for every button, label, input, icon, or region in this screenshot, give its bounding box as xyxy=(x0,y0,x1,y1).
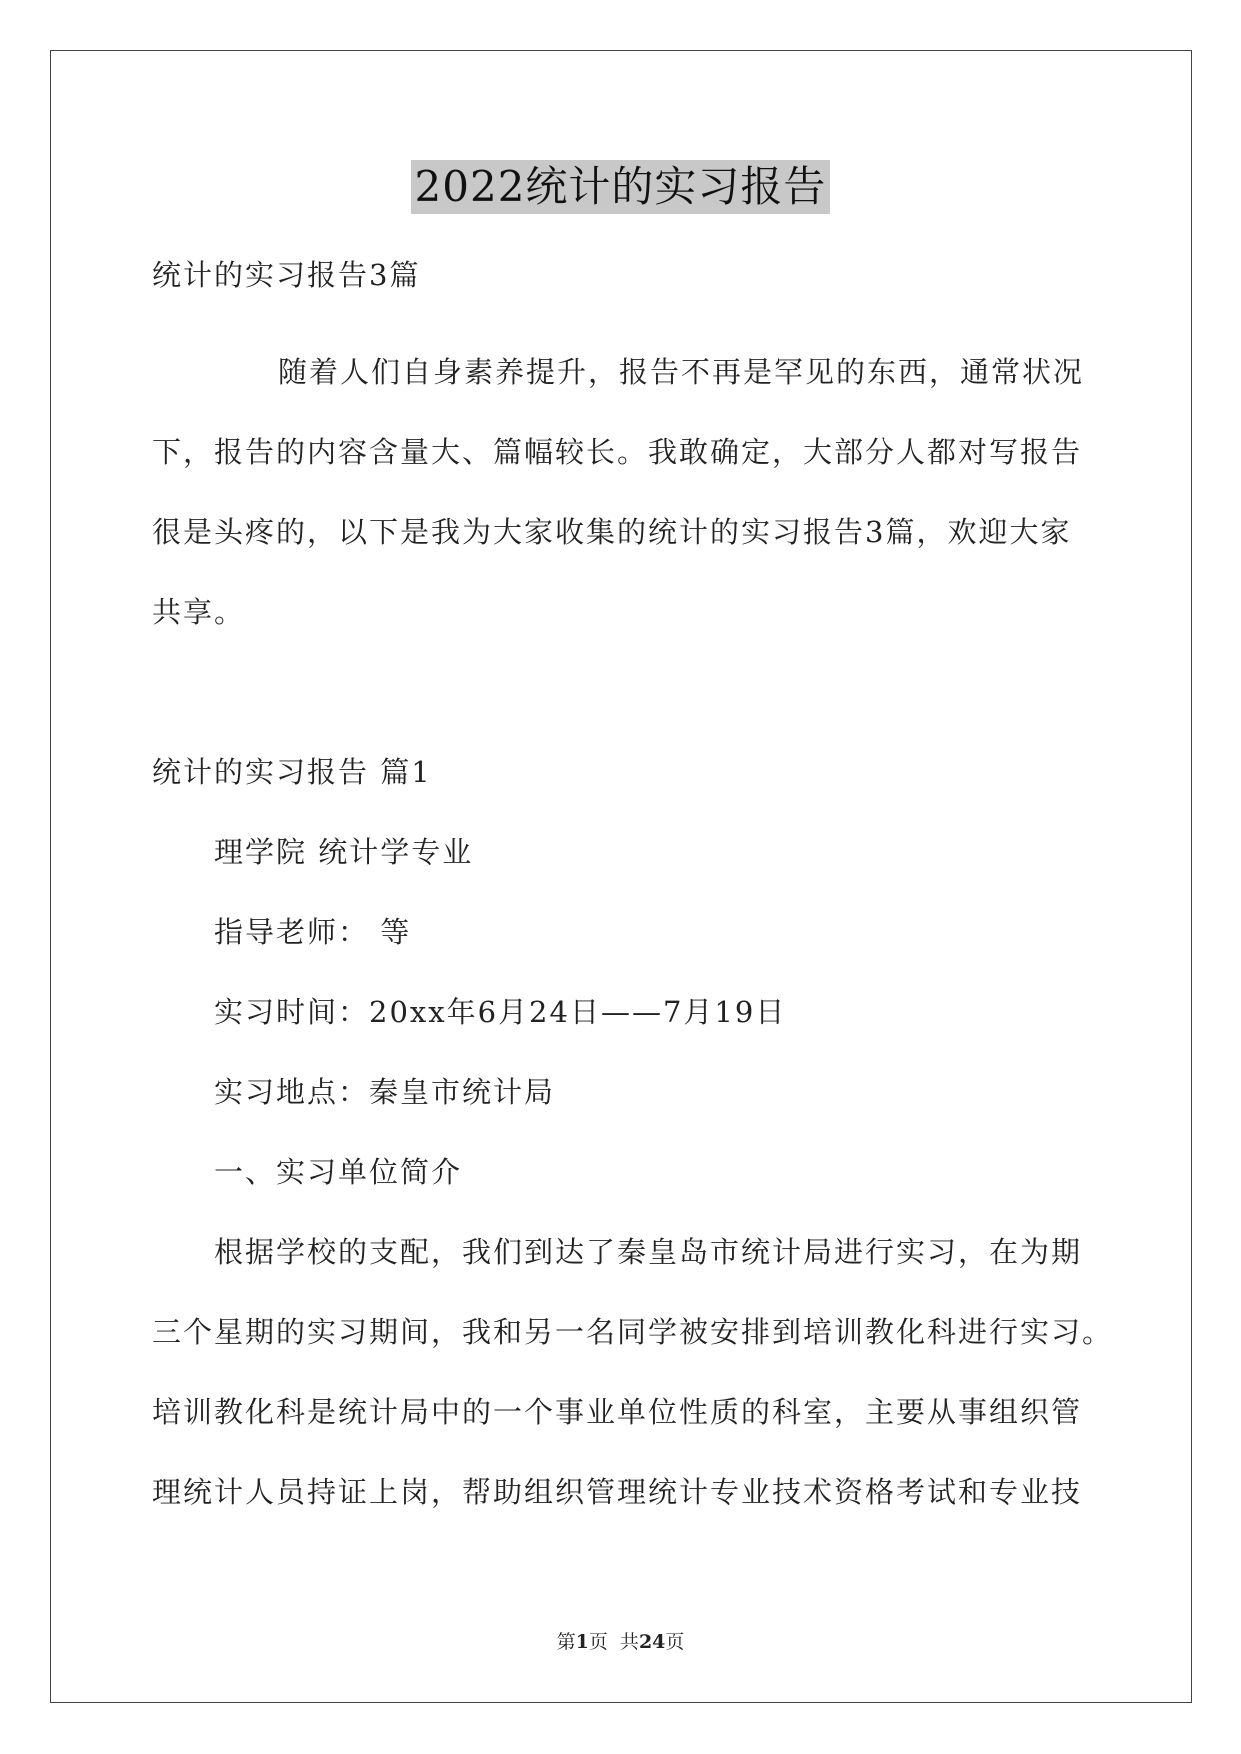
title-container xyxy=(0,160,1241,214)
intro-line-3: 很是头疼的，以下是我为大家收集的统计的实习报告3篇，欢迎大家 xyxy=(152,515,1072,549)
info-advisor: 指导老师： 等 xyxy=(214,915,412,949)
subtitle: 统计的实习报告3篇 xyxy=(152,258,421,292)
part-heading-1: 一、实习单位简介 xyxy=(214,1155,463,1189)
footer-page-total: 24 xyxy=(638,1631,666,1653)
body-line-1: 根据学校的支配，我们到达了秦皇岛市统计局进行实习，在为期 xyxy=(214,1235,1083,1269)
footer-page-prefix: 第 xyxy=(556,1631,576,1653)
body-line-2: 三个星期的实习期间，我和另一名同学被安排到培训教化科进行实习。 xyxy=(152,1315,1114,1349)
footer-page-mid: 页 共 xyxy=(588,1631,639,1653)
intro-line-4: 共享。 xyxy=(152,595,246,629)
document-title: 2022统计的实习报告 xyxy=(411,160,831,214)
page-border xyxy=(50,50,1192,1703)
intro-line-1: 随着人们自身素养提升，报告不再是罕见的东西，通常状况 xyxy=(278,355,1085,389)
intro-line-2: 下，报告的内容含量大、篇幅较长。我敢确定，大部分人都对写报告 xyxy=(152,435,1083,469)
info-place: 实习地点：秦皇市统计局 xyxy=(214,1075,556,1109)
section-heading-1: 统计的实习报告 篇1 xyxy=(152,755,432,789)
info-time: 实习时间：20xx年6月24日——7月19日 xyxy=(214,995,787,1029)
footer-page-current: 1 xyxy=(575,1631,589,1653)
page-footer xyxy=(0,1630,1241,1654)
footer-page-suffix: 页 xyxy=(665,1631,685,1653)
info-dept: 理学院 统计学专业 xyxy=(214,835,474,869)
body-line-3: 培训教化科是统计局中的一个事业单位性质的科室，主要从事组织管 xyxy=(152,1395,1083,1429)
body-line-4: 理统计人员持证上岗，帮助组织管理统计专业技术资格考试和专业技 xyxy=(152,1475,1083,1509)
